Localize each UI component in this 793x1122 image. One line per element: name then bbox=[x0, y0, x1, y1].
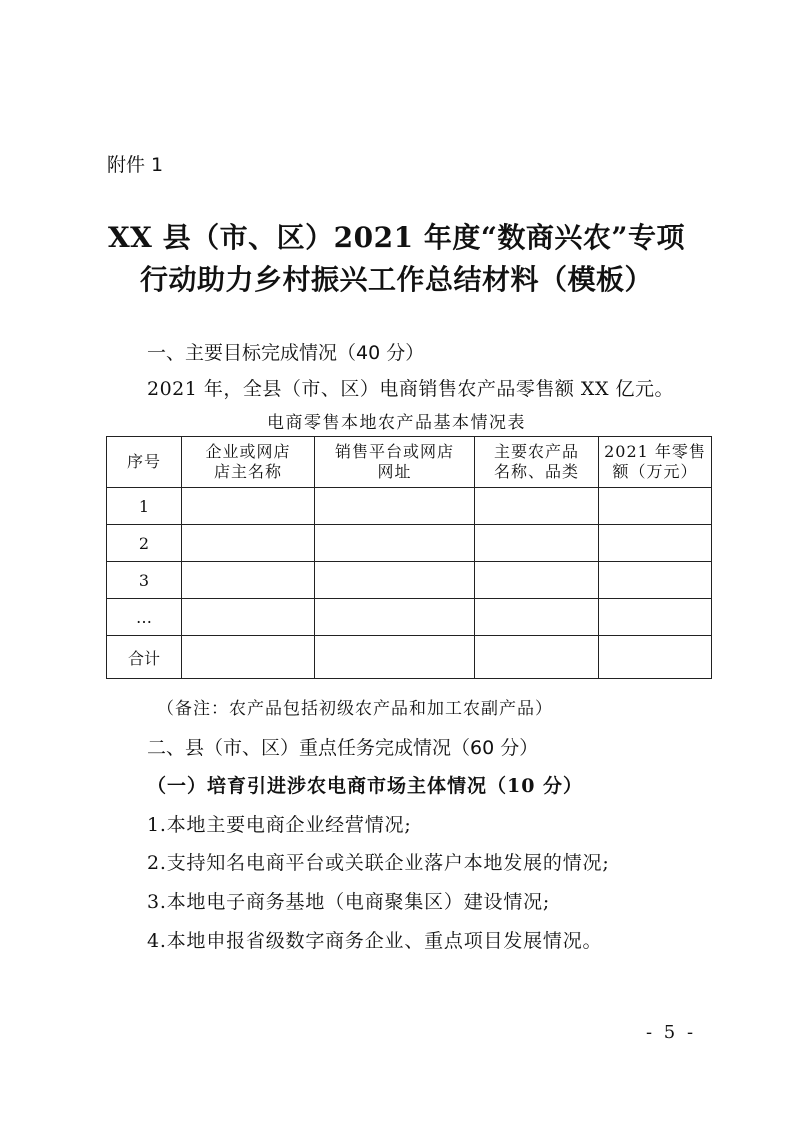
table-cell bbox=[599, 599, 712, 636]
table-cell bbox=[475, 562, 599, 599]
table-cell bbox=[599, 488, 712, 525]
table-row-total bbox=[107, 636, 712, 679]
row-label: … bbox=[107, 599, 182, 636]
header-cell-platform: 销售平台或网店 网址 bbox=[315, 437, 475, 488]
table-cell bbox=[182, 525, 315, 562]
table-cell bbox=[475, 599, 599, 636]
list-item: 3.本地电子商务基地（电商聚集区）建设情况; bbox=[147, 891, 551, 913]
table-cell bbox=[315, 488, 475, 525]
list-item: 2.支持知名电商平台或关联企业落户本地发展的情况; bbox=[147, 852, 610, 874]
table-cell bbox=[315, 599, 475, 636]
row-label: 合计 bbox=[107, 636, 182, 679]
section-2-heading: 二、县（市、区）重点任务完成情况（60 分） bbox=[147, 737, 539, 759]
table-cell bbox=[475, 525, 599, 562]
header-cell-shop: 企业或网店 店主名称 bbox=[182, 437, 315, 488]
table-cell bbox=[315, 562, 475, 599]
table-cell bbox=[315, 525, 475, 562]
table-cell bbox=[182, 488, 315, 525]
table-cell bbox=[182, 636, 315, 679]
table-header-row bbox=[107, 437, 712, 488]
table-cell bbox=[475, 636, 599, 679]
section-1-paragraph: 2021 年，全县（市、区）电商销售农产品零售额 XX 亿元。 bbox=[147, 378, 675, 400]
list-item: 1.本地主要电商企业经营情况; bbox=[147, 814, 412, 836]
header-cell-seq: 序号 bbox=[107, 437, 182, 488]
row-label: 1 bbox=[107, 488, 182, 525]
section-2-subheading: （一）培育引进涉农电商市场主体情况（10 分） bbox=[147, 775, 584, 797]
section-1-heading: 一、主要目标完成情况（40 分） bbox=[147, 342, 425, 364]
sales-table bbox=[106, 436, 712, 679]
table-cell bbox=[182, 599, 315, 636]
page-number: - 5 - bbox=[646, 1022, 697, 1043]
document-title-line-1: XX 县（市、区）2021 年度“数商兴农”专项 bbox=[107, 221, 686, 254]
list-item: 4.本地申报省级数字商务企业、重点项目发展情况。 bbox=[147, 930, 603, 952]
table-caption: 电商零售本地农产品基本情况表 bbox=[267, 413, 526, 433]
header-cell-sales: 2021 年零售 额（万元） bbox=[599, 437, 712, 488]
header-cell-products: 主要农产品 名称、品类 bbox=[475, 437, 599, 488]
table-cell bbox=[599, 636, 712, 679]
attachment-label: 附件 1 bbox=[107, 154, 164, 176]
table-cell bbox=[182, 562, 315, 599]
row-label: 2 bbox=[107, 525, 182, 562]
row-label: 3 bbox=[107, 562, 182, 599]
table-cell bbox=[599, 562, 712, 599]
table-cell bbox=[315, 636, 475, 679]
table-row bbox=[107, 488, 712, 525]
table-note: （备注：农产品包括初级农产品和加工农副产品） bbox=[157, 699, 553, 719]
table-cell bbox=[475, 488, 599, 525]
document-title-line-2: 行动助力乡村振兴工作总结材料（模板） bbox=[139, 263, 653, 296]
table-row bbox=[107, 562, 712, 599]
table-cell bbox=[599, 525, 712, 562]
table-row bbox=[107, 599, 712, 636]
table-row bbox=[107, 525, 712, 562]
